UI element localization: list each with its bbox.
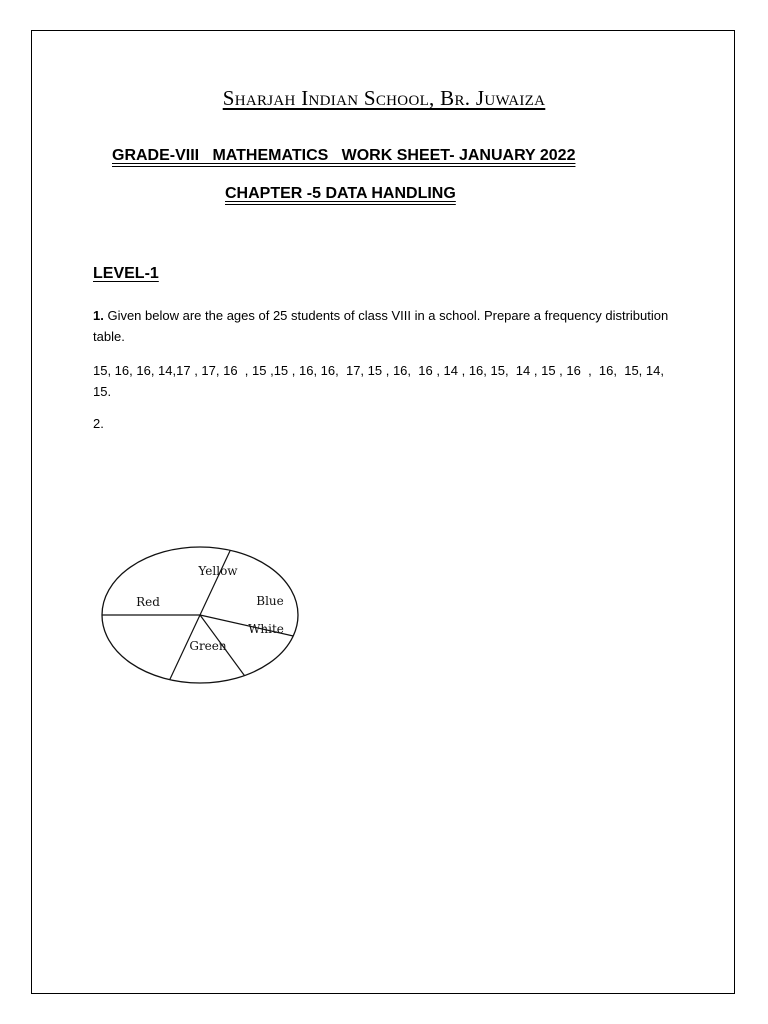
question-1-ages-data: 15, 16, 16, 14,17 , 17, 16 , 15 ,15 , 16, 16, 17, 15 , 16, 16 , 14 , 16, 15, 14 , 15 , 16 , 16, 15, 14, 15. xyxy=(93,363,668,399)
pie-label-red: Red xyxy=(136,595,160,609)
school-name: Sharjah Indian School, Br. Juwaiza xyxy=(222,86,546,110)
chapter-heading: CHAPTER -5 DATA HANDLING xyxy=(225,185,456,202)
question-2-number: 2. xyxy=(93,416,104,431)
question-1 xyxy=(93,305,683,347)
pie-label-green: Green xyxy=(189,639,227,653)
grade-heading: GRADE-VIII MATHEMATICS WORK SHEET- JANUARY 2022 xyxy=(112,147,576,164)
pie-label-white: White xyxy=(248,622,284,636)
pie-label-yellow: Yellow xyxy=(198,564,238,578)
pie-slice-yellow-boundary xyxy=(200,550,230,615)
pie-chart xyxy=(98,543,308,689)
question-1-number: 1. xyxy=(93,308,104,323)
level-heading: LEVEL-1 xyxy=(93,265,159,282)
pie-label-blue: Blue xyxy=(256,594,284,608)
page-border xyxy=(31,30,735,994)
question-1-text: Given below are the ages of 25 students of class VIII in a school. Prepare a frequency distribution table. xyxy=(93,308,672,344)
